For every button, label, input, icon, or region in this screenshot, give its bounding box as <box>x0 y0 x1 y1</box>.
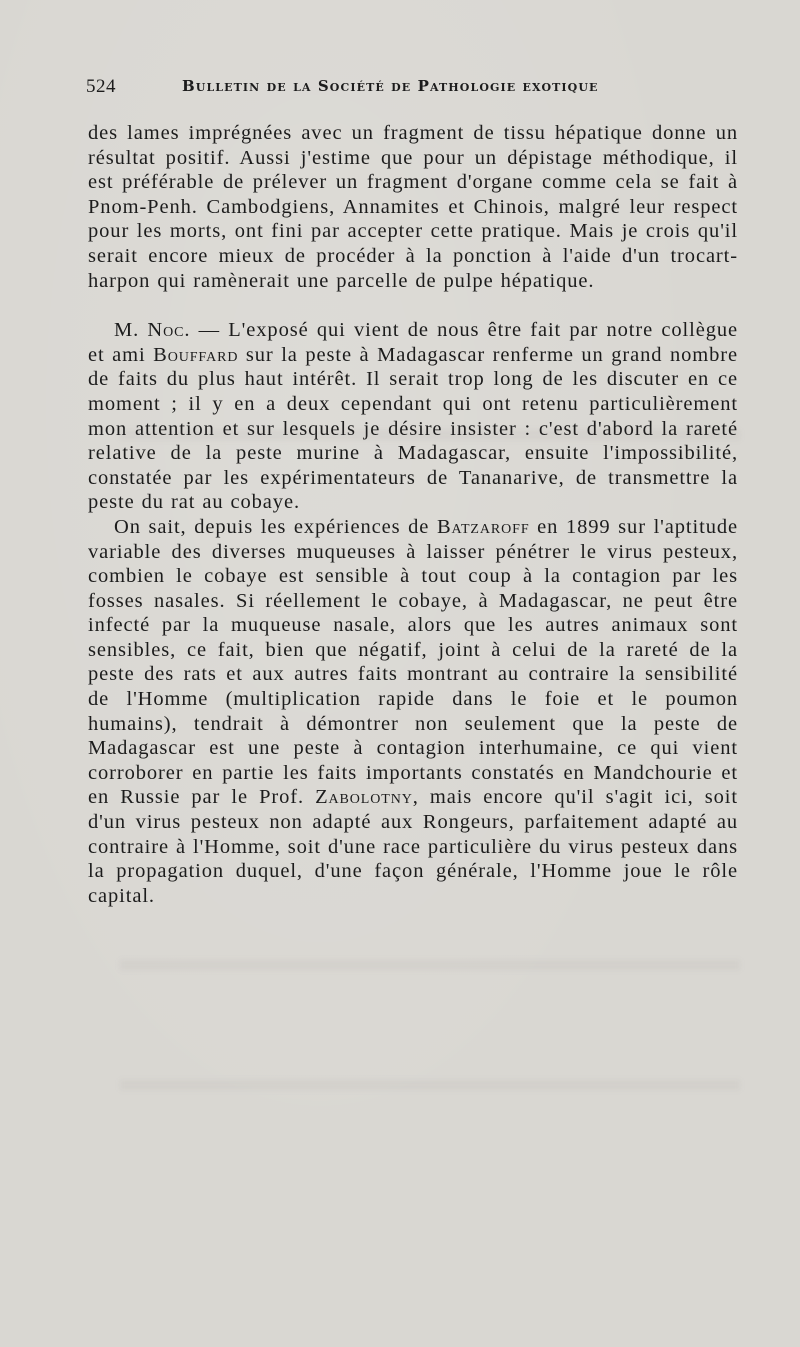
cited-name: Zabolotny <box>315 786 413 809</box>
page-header <box>86 76 736 102</box>
body-text <box>88 121 738 908</box>
paragraph-text: sur la peste à Madagascar renferme un grand nombre de faits du plus haut intérêt. Il serait trop long de les discuter en ce moment ; il y en a deux cependant qui ont retenu particulièrement mon attention et sur lesquels je désire insister : c'est d'abord la rareté relative de la peste murine à Madagascar, ensuite l'impossibilité, constatée par les expérimentateurs de Tananarive, de transmettre la peste du rat au cobaye. <box>88 343 739 514</box>
paragraph-text: On sait, depuis les expériences de <box>114 515 437 538</box>
show-through-shadow <box>120 1080 740 1090</box>
paragraph-text: en 1899 sur l'aptitude variable des diverses muqueuses à laisser pénétrer le virus pesteux, combien le cobaye est sensible à tout coup à la contagion par les fosses nasales. Si réellement le cobaye, à Madagascar, ne peut être infecté par la muqueuse nasale, alors que les autres animaux sont sensibles, ce fait, bien que négatif, joint à celui de la rareté de la peste des rats et aux autres faits montrant au contraire la sensibilité de l'Homme (multiplication rapide dans le foie et le poumon humains), tendrait à démontrer non seulement que la peste de Madagascar est une peste à contagion interhumaine, ce qui vient corroborer en partie les faits importants constatés en Mandchourie et en Russie par le Prof. <box>88 515 738 809</box>
paragraph-text: — L'exposé qui vient de nous être fait par notre collègue et ami <box>88 319 739 366</box>
cited-name: Batzaroff <box>436 515 530 538</box>
show-through-shadow <box>120 430 740 440</box>
cited-name: Bouffard <box>153 343 239 366</box>
running-title: Bulletin de la Société de Pathologie exotique <box>182 77 599 95</box>
show-through-shadow <box>120 960 740 970</box>
paragraph-text: , mais encore qu'il s'agit ici, soit d'un virus pesteux non adapté aux Rongeurs, parfaitement adapté au contraire à l'Homme, soit d'une race particulière du virus pesteux dans la propagation duquel, d'une façon générale, l'Homme joue le rôle capital. <box>88 786 738 907</box>
paragraph-continuation: des lames imprégnées avec un fragment de tissu hépatique donne un résultat positif. Aussi j'estime que pour un dépistage méthodique, il est préférable de prélever un fragment d'organe comme cela se fait à Pnom-Penh. Cambodgiens, Annamites et Chinois, malgré leur respect pour les morts, ont fini par accepter cette pratique. Mais je crois qu'il serait encore mieux de procéder à la ponction à l'aide d'un trocart-harpon qui ramènerait une parcelle de pulpe hépatique. <box>88 122 738 292</box>
paragraph-batzaroff <box>88 515 738 909</box>
paragraph-noc <box>88 318 738 515</box>
paragraph-gap <box>88 293 738 318</box>
page-number: 524 <box>86 76 116 97</box>
speaker-name: M. Noc. <box>114 319 191 342</box>
